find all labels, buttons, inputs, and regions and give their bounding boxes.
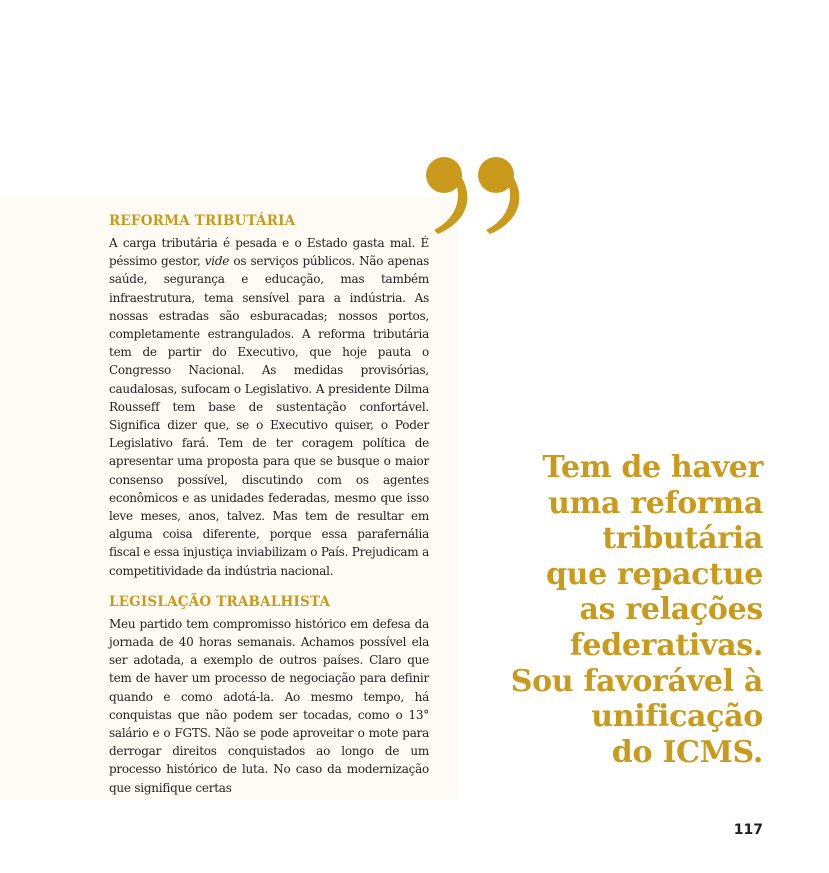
article-column bbox=[109, 212, 429, 797]
pull-quote-line: Tem de haver bbox=[542, 450, 763, 485]
closing-quote-icon bbox=[420, 150, 530, 240]
section-title-legislacao-trabalhista: LEGISLAÇÃO TRABALHISTA bbox=[109, 593, 331, 610]
body-text-emphasis: vide bbox=[204, 254, 230, 269]
pull-quote-line: federativas. bbox=[569, 627, 763, 663]
pull-quote-line: do ICMS. bbox=[611, 734, 763, 770]
section-body-legislacao-trabalhista: Meu partido tem compromisso histórico em defesa da jornada de 40 horas semanais. Achamos possível ela ser adotada, a exemplo de outros países. Claro que tem de haver um processo de negociação para definir quando e como adotá-la. Ao mesmo tempo, há conquistas que não podem ser tocadas, como o 13° salário e o FGTS. Não se pode aproveitar o mote para derrogar direitos conquistados ao longo de um processo histórico de luta. No caso da modernização que signifique certas bbox=[109, 616, 429, 795]
body-text-part-a: A carga tributária é pesada e o Estado gasta mal. É péssimo gestor, bbox=[109, 236, 429, 269]
pull-quote-line: que repactue bbox=[545, 556, 763, 592]
pull-quote-line: uma reforma bbox=[548, 485, 763, 521]
pull-quote-line: Sou favorável à bbox=[510, 663, 763, 699]
section-title-reforma-tributaria: REFORMA TRIBUTÁRIA bbox=[109, 213, 296, 229]
pull-quote bbox=[433, 450, 763, 770]
pull-quote-line: tributária bbox=[602, 521, 763, 557]
pull-quote-line: unificação bbox=[591, 699, 763, 735]
pull-quote-line: as relações bbox=[579, 592, 763, 628]
body-text-part-b: os serviços públicos. Não apenas saúde, segurança e educação, mas também infraestrutura, tema sensível para a indústria. As nossas estradas são esburacadas; nossos portos, completamente estrangulados. A reforma tributária tem de partir do Executivo, que hoje pauta o Congresso Nacional. As medidas provisórias, caudalosas, sufocam o Legislativo. A presidente Dilma Rousseff tem base de sustentação confortável. Significa dizer que, se o Executivo quiser, o Poder Legislativo fará. Tem de ter coragem política de apresentar uma proposta para que se busque o maior consenso possível, discutindo com os agentes econômicos e as unidades federadas, mesmo que isso leve meses, anos, talvez. Mas tem de resultar em alguma coisa diferente, porque essa parafernália fiscal e essa injustiça inviabilizam o País. Prejudicam a competitividade da indústria nacional. bbox=[109, 254, 430, 578]
page-number: 117 bbox=[733, 822, 763, 838]
section-body-reforma-tributaria bbox=[109, 234, 429, 580]
